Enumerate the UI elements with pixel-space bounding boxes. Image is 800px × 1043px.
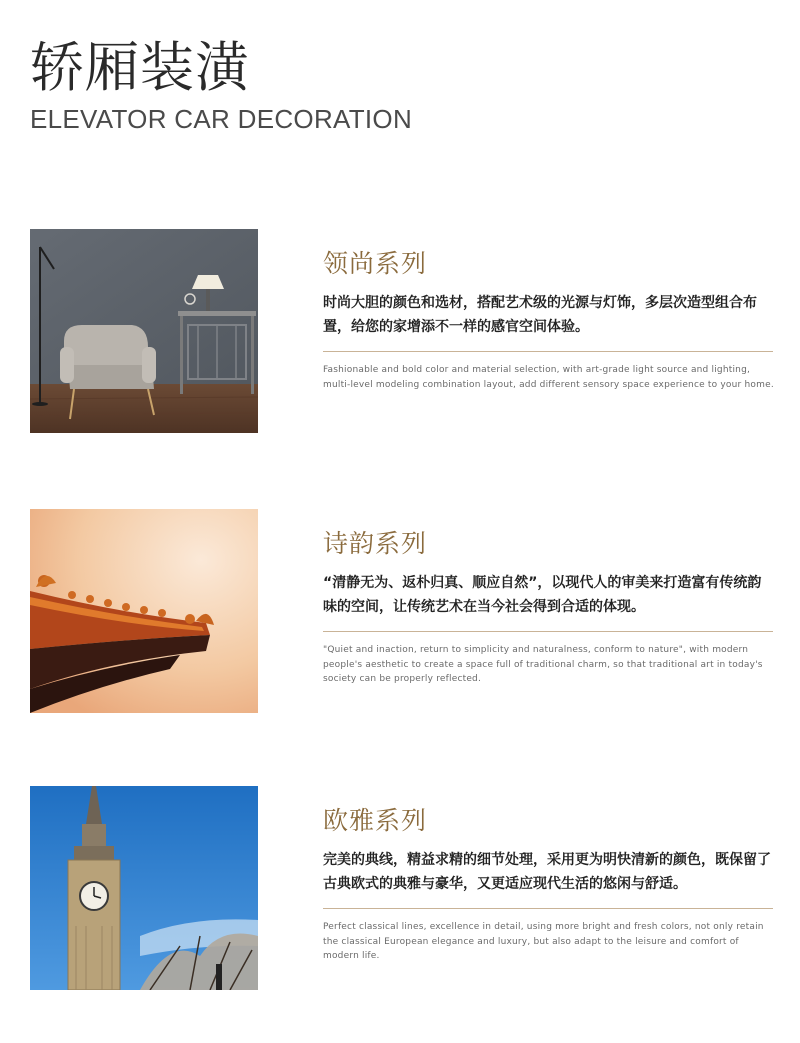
series-title: 领尚系列 bbox=[323, 249, 428, 278]
series-text bbox=[323, 229, 773, 392]
series-description-cn: “清静无为、返朴归真、顺应自然”，以现代人的审美来打造富有传统韵味的空间，让传统艺术在当今社会得到合适的体现。 bbox=[323, 575, 762, 615]
series-text bbox=[323, 509, 773, 687]
page-subtitle: ELEVATOR CAR DECORATION bbox=[30, 104, 413, 134]
clock-tower-photo bbox=[30, 786, 258, 990]
series-description-cn: 时尚大胆的颜色和选材，搭配艺术级的光源与灯饰，多层次造型组合布置，给您的家增添不一样的感官空间体验。 bbox=[323, 295, 757, 335]
series-description-en: Perfect classical lines, excellence in detail, using more bright and fresh colors, not only retain the classical European elegance and luxury, but also adapt to the leisure and comfort of modern life. bbox=[323, 922, 764, 961]
divider-line bbox=[323, 351, 773, 352]
series-text bbox=[323, 786, 773, 964]
divider-line bbox=[323, 908, 773, 909]
series-description-en: Fashionable and bold color and material selection, with art-grade light source and lighting, multi-level modeling combination layout, add different sensory space experience to your home. bbox=[323, 365, 774, 390]
armchair-interior-photo bbox=[30, 229, 258, 433]
series-section-lingshang bbox=[30, 229, 775, 434]
series-description-en: "Quiet and inaction, return to simplicity and naturalness, conform to nature", with modern people's aesthetic to create a space full of traditional charm, so that traditional art in today's society can be properly reflected. bbox=[323, 645, 763, 684]
series-section-ouya bbox=[30, 786, 775, 991]
divider-line bbox=[323, 631, 773, 632]
chinese-roof-photo bbox=[30, 509, 258, 713]
series-section-shiyun bbox=[30, 509, 775, 714]
page-title: 轿厢装潢 bbox=[30, 36, 250, 99]
series-title: 诗韵系列 bbox=[323, 529, 428, 558]
series-title: 欧雅系列 bbox=[323, 806, 428, 835]
page-header bbox=[30, 38, 412, 134]
series-description-cn: 完美的典线，精益求精的细节处理，采用更为明快清新的颜色，既保留了古典欧式的典雅与豪华，又更适应现代生活的悠闲与舒适。 bbox=[323, 852, 771, 892]
